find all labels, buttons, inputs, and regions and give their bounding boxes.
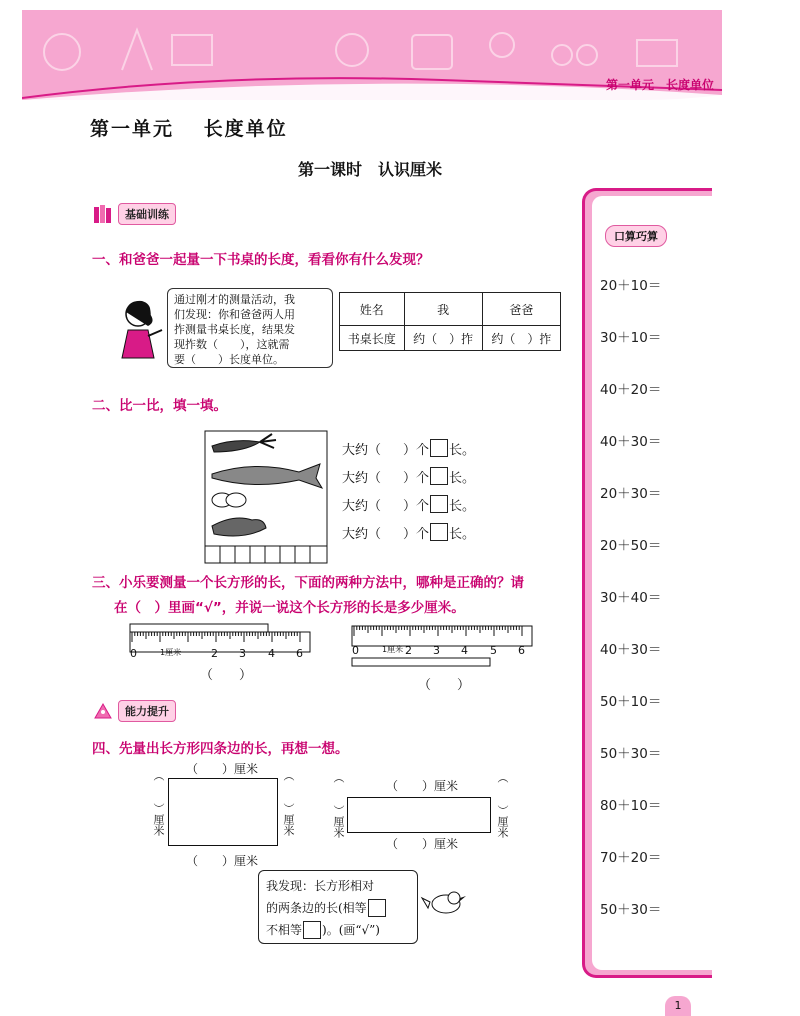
row-middle: ）个 (403, 498, 430, 514)
calc-item: 70＋20＝ (600, 850, 662, 866)
books-icon (92, 203, 114, 225)
row-prefix: 大约（ (342, 442, 382, 458)
speech-line: 通过刚才的测量活动，我 (174, 293, 295, 306)
ruler-label: 1厘米 (160, 648, 182, 657)
calc-item: 20＋50＝ (600, 538, 662, 554)
row-prefix: 大约（ (342, 526, 382, 542)
header-banner (22, 10, 722, 118)
ruler-label: 0 (130, 647, 137, 660)
rocket-icon (92, 700, 114, 722)
table-header: 姓名 (340, 293, 405, 326)
q2-rows (342, 434, 475, 546)
table-cell: 书桌长度 (340, 326, 405, 351)
ruler-label: 2 (405, 644, 412, 657)
section-badge-basic (92, 203, 176, 225)
unit-title: 第一单元 长度单位 (90, 118, 288, 140)
calc-item: 30＋10＝ (600, 330, 662, 346)
ruler-label: 3 (433, 644, 440, 657)
ruler-label: 1厘米 (382, 645, 404, 654)
rect-b-left-label[interactable]: （ ）厘米 (332, 772, 345, 838)
calc-item: 50＋30＝ (600, 746, 662, 762)
calc-item: 40＋30＝ (600, 434, 662, 450)
table-cell[interactable]: 约（ ）拃 (482, 326, 560, 351)
discover-text: 的两条边的长(相等 (266, 901, 367, 915)
ruler-label: 4 (268, 647, 275, 660)
speech-line: 现拃数（ ），这就需 (174, 338, 290, 351)
q1-title: 一、和爸爸一起量一下书桌的长度，看看你有什么发现？ (92, 252, 430, 268)
discover-line-2 (266, 897, 410, 919)
calc-item: 40＋30＝ (600, 642, 662, 658)
girl-icon (114, 296, 166, 364)
fill-row (342, 490, 475, 518)
table-header: 我 (404, 293, 482, 326)
badge-ability-label: 能力提升 (118, 700, 176, 722)
lesson-title: 第一课时 认识厘米 (298, 160, 443, 179)
table-row (340, 326, 561, 351)
unit-square[interactable] (430, 495, 448, 513)
row-middle: ）个 (403, 442, 430, 458)
rect-a-bottom-label[interactable]: （ ）厘米 (186, 854, 259, 868)
fill-row (342, 462, 475, 490)
discover-line-3 (266, 919, 410, 941)
q4-title: 四、先量出长方形四条边的长，再想一想。 (92, 741, 349, 757)
rect-b-right-label[interactable]: （ ）厘米 (496, 772, 509, 838)
speech-line: 拃测量书桌长度，结果发 (174, 323, 295, 336)
equal-check-box[interactable] (368, 899, 386, 917)
measure-table (339, 292, 561, 351)
discovery-box (258, 870, 418, 944)
table-row (340, 293, 561, 326)
unit-square[interactable] (430, 523, 448, 541)
ruler-label: 4 (461, 644, 468, 657)
speech-line: 要（ ）长度单位。 (174, 353, 284, 366)
q3-title-line1: 三、小乐要测量一个长方形的长，下面的两种方法中，哪种是正确的？请 (92, 575, 524, 591)
answer-paren-a[interactable]: （ ） (200, 668, 253, 683)
badge-basic-label: 基础训练 (118, 203, 176, 225)
row-middle: ）个 (403, 526, 430, 542)
calc-item: 40＋20＝ (600, 382, 662, 398)
discover-text: )。(画“√”) (322, 923, 380, 937)
ruler-label: 5 (490, 644, 497, 657)
calc-item: 20＋10＝ (600, 278, 662, 294)
bird-icon (420, 886, 466, 920)
fill-row (342, 434, 475, 462)
calc-item: 50＋30＝ (600, 902, 662, 918)
mental-math-list (600, 274, 661, 950)
rectangle-b (347, 797, 491, 833)
calc-item: 50＋10＝ (600, 694, 662, 710)
rect-b-bottom-label[interactable]: （ ）厘米 (386, 837, 459, 851)
q3-title-line2: 在（ ）里画“√”，并说一说这个长方形的长是多少厘米。 (114, 600, 465, 616)
q2-title: 二、比一比，填一填。 (92, 398, 227, 414)
calc-item: 30＋40＝ (600, 590, 662, 606)
rect-a-right-label[interactable]: （ ）厘米 (282, 770, 295, 836)
ruler-a-graphic (128, 622, 314, 662)
header-unit-label: 第一单元 长度单位 (606, 78, 715, 92)
ruler-b (350, 622, 536, 670)
unit-square[interactable] (430, 439, 448, 457)
badge-mental-label: 口算巧算 (605, 225, 667, 247)
row-prefix: 大约（ (342, 470, 382, 486)
rectangle-a (168, 778, 278, 846)
rect-b-top-label[interactable]: （ ）厘米 (386, 779, 459, 793)
ruler-label: 0 (352, 644, 359, 657)
calc-item: 20＋30＝ (600, 486, 662, 502)
ruler-b-graphic (350, 622, 536, 670)
page-number: 1 (665, 996, 691, 1016)
table-header: 爸爸 (482, 293, 560, 326)
not-equal-check-box[interactable] (303, 921, 321, 939)
ruler-label: 3 (239, 647, 246, 660)
table-cell[interactable]: 约（ ）拃 (404, 326, 482, 351)
calc-item: 80＋10＝ (600, 798, 662, 814)
peanut-icon (212, 493, 246, 507)
speech-line: 们发现：你和爸爸两人用 (174, 308, 295, 321)
row-prefix: 大约（ (342, 498, 382, 514)
unit-square[interactable] (430, 467, 448, 485)
ruler-a (128, 622, 314, 662)
discover-text: 不相等 (266, 923, 303, 937)
ruler-label: 2 (211, 647, 218, 660)
answer-paren-b[interactable]: （ ） (418, 678, 471, 693)
ruler-label: 6 (296, 647, 303, 660)
row-suffix: 长。 (449, 526, 476, 542)
objects-picture (204, 430, 328, 564)
rect-a-top-label[interactable]: （ ）厘米 (186, 762, 259, 776)
row-suffix: 长。 (449, 498, 476, 514)
fill-row (342, 518, 475, 546)
row-suffix: 长。 (449, 442, 476, 458)
row-suffix: 长。 (449, 470, 476, 486)
ruler-label: 6 (518, 644, 525, 657)
rect-a-left-label[interactable]: （ ）厘米 (152, 770, 165, 836)
row-middle: ）个 (403, 470, 430, 486)
section-badge-ability (92, 700, 176, 722)
discover-line: 我发现：长方形相对 (266, 879, 375, 893)
speech-bubble (167, 288, 333, 368)
